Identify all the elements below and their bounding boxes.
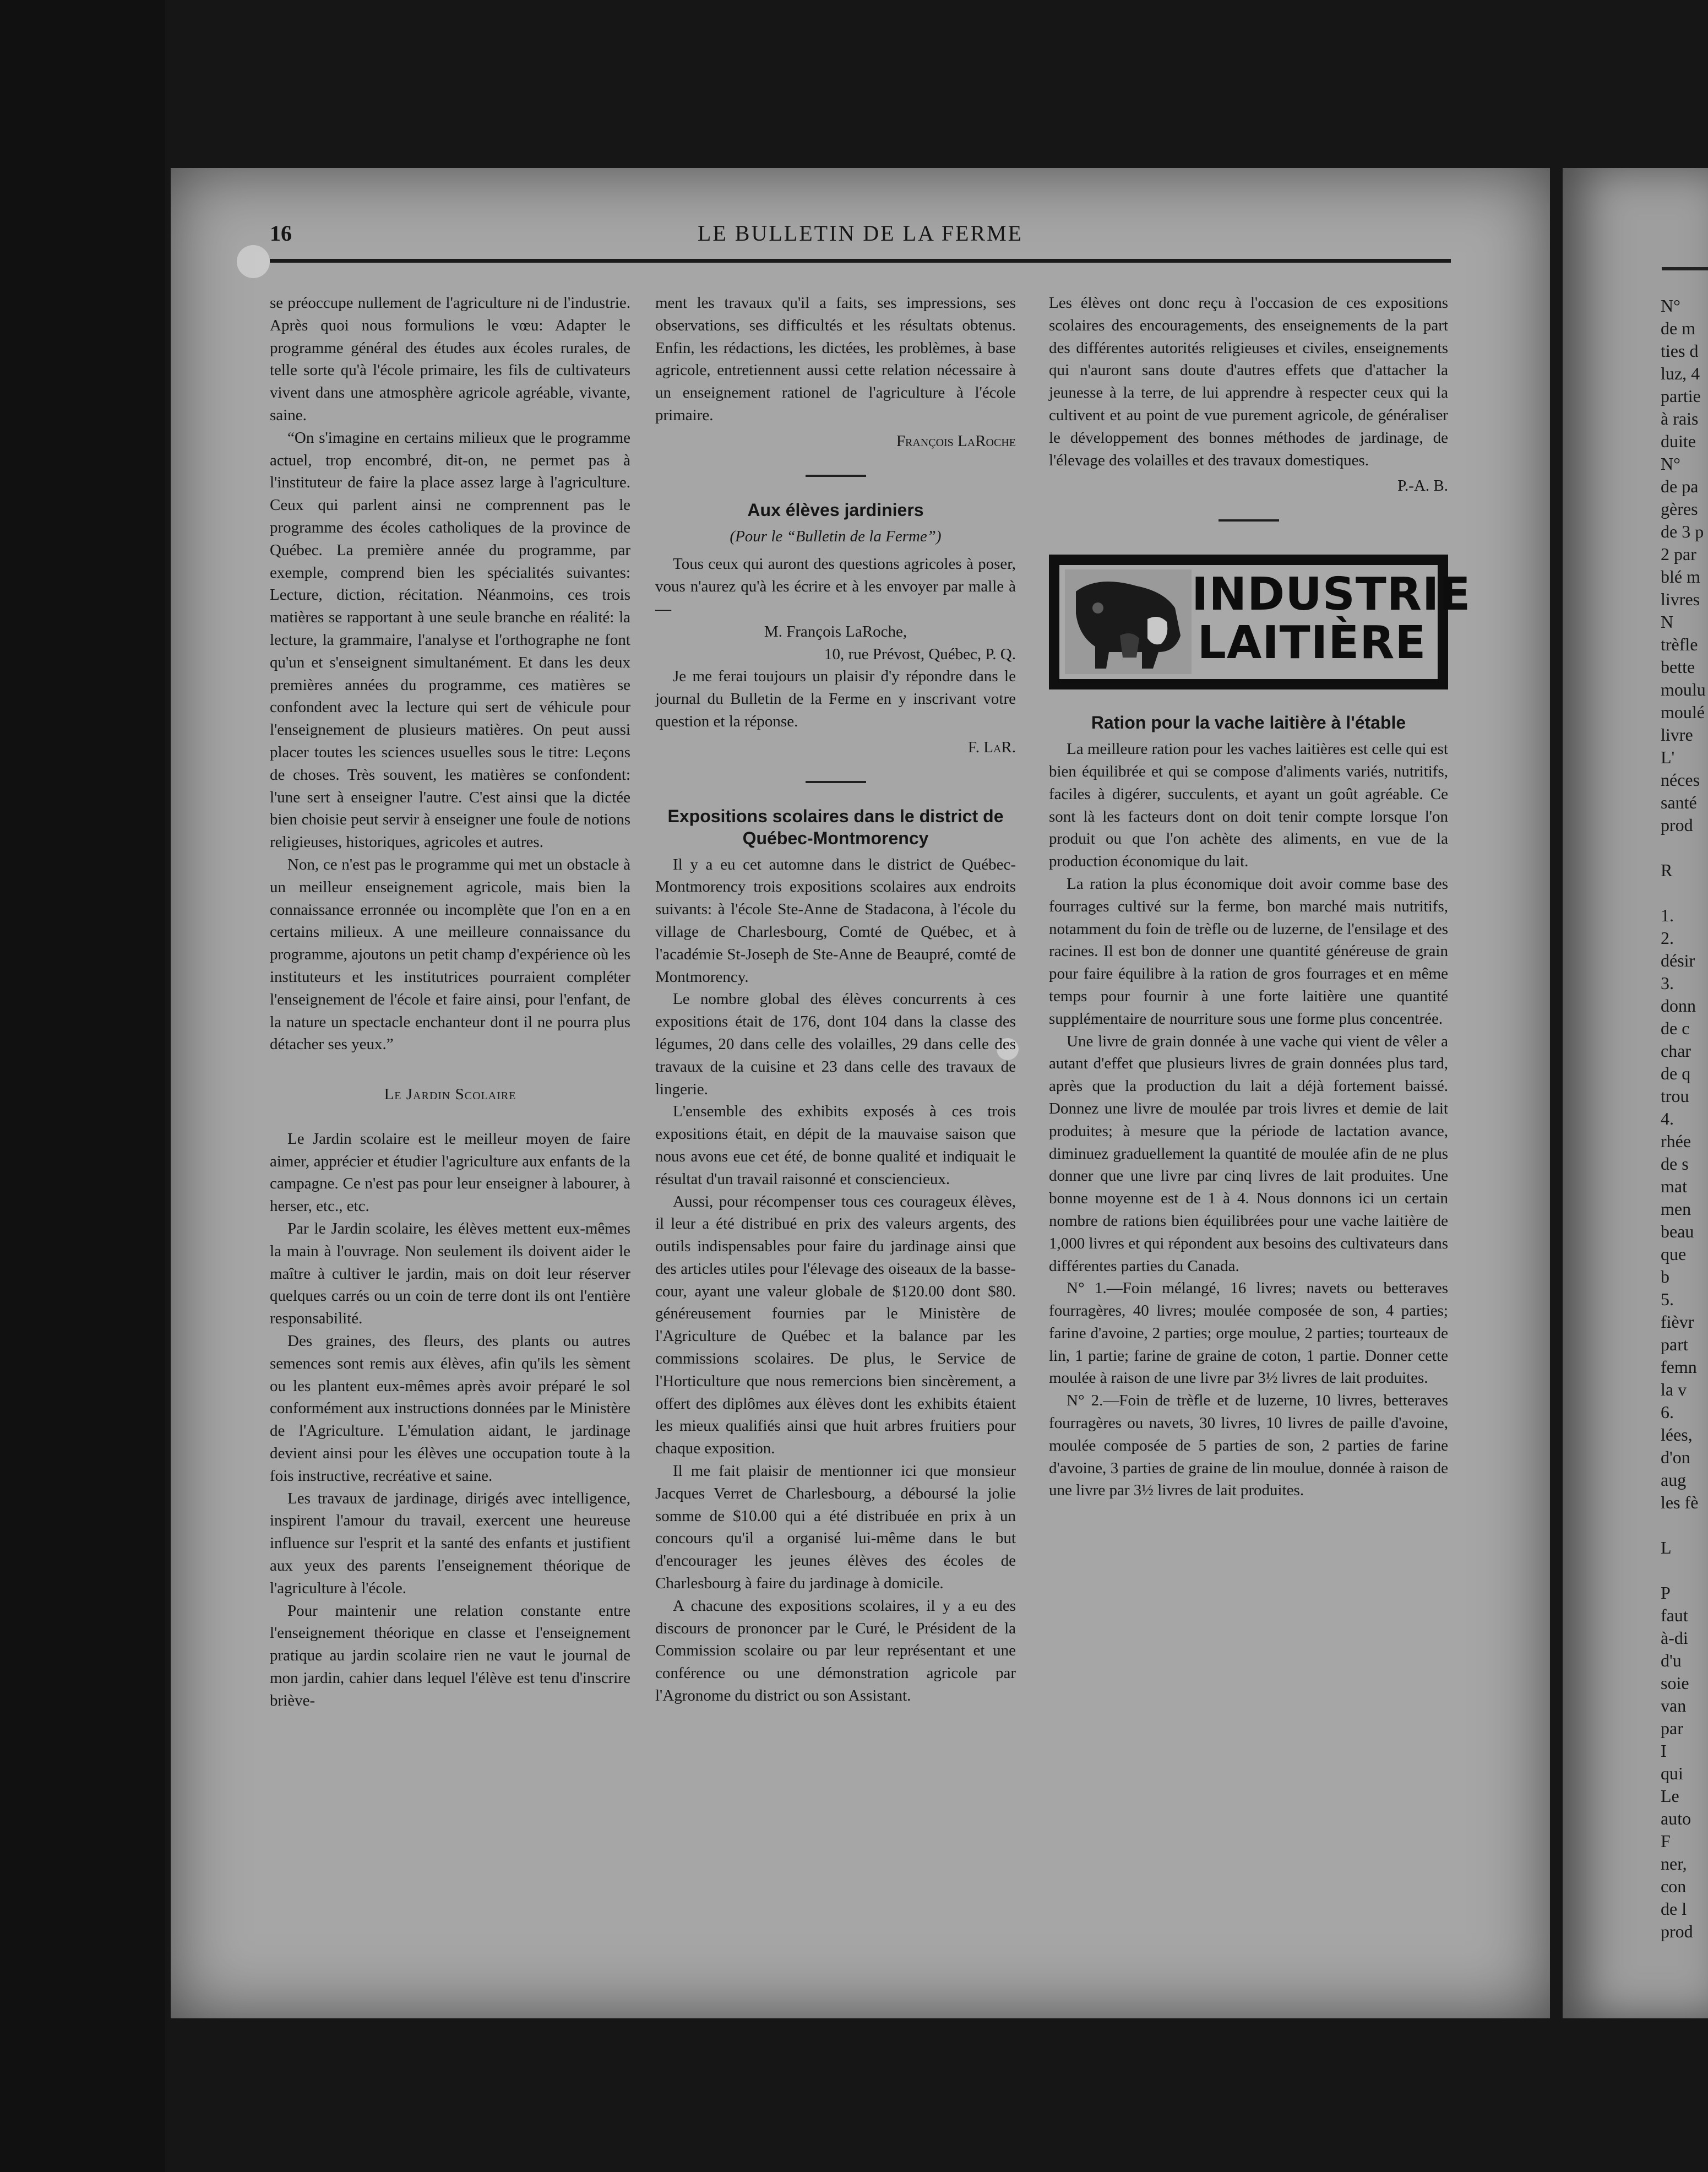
paragraph: “On s'imagine en certains milieux que le programme actuel, trop encombré, dit-on, ne permet pas à l'instituteur de faire la place assez large à l'agriculture. Ceux qui parlent ainsi ne comprennent pas le programme des écoles catholiques de la province de Québec. La première année du programme, par exemple, comprend bien les spécialités suivantes: Lecture, diction, récitation. Néanmoins, ces trois matières se rapportant à une seule branche en réalité: la lecture, la grammaire, l'analyse et l'orthographe ne font qu'un et s'enseignent simultanément. Et dans les deux premières années du programme, ces matières se confondent avec la lecture qui sert de véhicule pour l'enseignement de plusieurs matières. On peut aussi placer toutes les sciences usuelles sous le titre: Leçons de choses. Très souvent, les matières se confondent: l'une sert à enseigner l'autre. C'est ainsi que la dictée bien choisie peut servir à enseigner une foule de notions religieuses, historiques, agricoles et autres. <box>270 428 630 851</box>
column-2 <box>655 292 1016 1707</box>
address-line: 10, rue Prévost, Québec, P. Q. <box>824 645 1016 663</box>
paragraph: Aussi, pour récompenser tous ces courageux élèves, il leur a été distribué en prix des valeurs argents, des outils indispensables pour faire du jardinage ainsi que des articles utiles pour l'élevage des oiseaux de la basse-cour, ayant une valeur globale de $120.00 dont $80. généreusement fournies par le Ministère de l'Agriculture de Québec et la balance par les commissions scolaires. De plus, le Service de l'Horticulture que nous remercions bien sincèrement, a offert des diplômes aux élèves dont les exhibits étaient les mieux qualifiés ainsi que huit arbres fruitiers pour chaque exposition. <box>655 1192 1016 1458</box>
fragment-line: part <box>1661 1334 1688 1354</box>
fragment-line: néces <box>1661 770 1700 790</box>
section-title: Le Jardin Scolaire <box>384 1085 516 1104</box>
fragment-line: 1. <box>1661 905 1674 925</box>
fragment-line: men <box>1661 1199 1691 1219</box>
signature: P.-A. B. <box>1397 477 1448 495</box>
fragment-line: que <box>1661 1244 1687 1264</box>
paragraph: Les travaux de jardinage, dirigés avec intelligence, inspirent l'amour du travail, exercent une heureuse influence sur l'esprit et la santé des enfants et justifient aux yeux des parents l'enseignement théorique de l'agriculture à l'école. <box>270 1489 630 1597</box>
fragment-line: de s <box>1661 1154 1689 1174</box>
fragment-line: luz, 4 <box>1661 363 1700 383</box>
adjacent-page-fragment <box>1563 168 1708 2018</box>
paragraph: La meilleure ration pour les vaches laitières est celle qui est bien équilibrée et qui se compose d'aliments variés, nutritifs, faciles à digérer, succulents, et ayant un goût agréable. Ce sont là les facteurs dont on doit tenir compte lorsque l'on produit ou que l'on achète des aliments, en vue de la production économique du lait. <box>1049 740 1448 871</box>
fragment-line: duite <box>1661 431 1696 451</box>
paragraph: N° 2.—Foin de trèfle et de luzerne, 10 livres, betteraves fourragères ou navets, 30 livres, 10 livres de paille d'avoine, moulée composée de 5 parties de son, 2 parties de farine d'avoine, 3 parties de graine de lin moulue, donnée à raison de une livre par 3½ livres de lait produites. <box>1049 1392 1448 1500</box>
separator-rule <box>806 475 866 477</box>
fragment-line: prod <box>1661 815 1693 835</box>
paragraph: se préoccupe nullement de l'agriculture ni de l'industrie. Après quoi nous formulions le vœu: Adapter le programme général des études aux écoles rurales, de telle sorte qu'à l'école primaire, les fils de cultivateurs vivent dans une atmosphère agricole agréable, vivante, saine. <box>270 294 630 424</box>
fragment-line: R <box>1661 860 1673 880</box>
fragment-line: 3. <box>1661 973 1674 993</box>
fragment-line: 5. <box>1661 1289 1674 1309</box>
separator-rule <box>1219 519 1279 522</box>
fragment-line: de l <box>1661 1899 1687 1919</box>
paragraph: N° 1.—Foin mélangé, 16 livres; navets ou betteraves fourragères, 40 livres; moulée composée de son, 4 parties; farine d'avoine, 2 parties; orge moulue, 2 parties; tourteaux de lin, 1 partie; farine de graine de coton, 1 partie. Donner cette moulée à raison de une livre par 3½ livres de lait produites. <box>1049 1279 1448 1387</box>
fragment-line: prod <box>1661 1921 1693 1941</box>
paragraph: Par le Jardin scolaire, les élèves mettent eux-mêmes la main à l'ouvrage. Non seulement ils doivent aider le maître à cultiver le jardin, mais on doit leur réserver quelques carrés ou un coin de terre dont ils ont l'entière responsabilité. <box>270 1220 630 1328</box>
paragraph: Les élèves ont donc reçu à l'occasion de ces expositions scolaires des encouragements, des enseignements de la part des différentes autorités religieuses et civiles, enseignements qui n'auront sans doute d'autres effets que d'attacher la jeunesse à la terre, de lui apprendre à respecter ceux qui la cultivent et au point de vue purement agricole, de généraliser le développement des bonnes méthodes de jardinage, de l'élevage des volailles et des travaux domestiques. <box>1049 294 1448 469</box>
paragraph: Je me ferai toujours un plaisir d'y répondre dans le journal du Bulletin de la Ferme en y inscrivant votre question et la réponse. <box>655 667 1016 730</box>
fragment-line: soie <box>1661 1673 1689 1693</box>
fragment-line: livres <box>1661 589 1700 609</box>
header-rule <box>270 259 1451 263</box>
fragment-line: L' <box>1661 747 1675 767</box>
page-number: 16 <box>270 221 292 246</box>
paragraph: A chacune des expositions scolaires, il y a eu des discours de prononcer par le Curé, le Président de la Commission scolaire ou par leur représentant et une conférence ou une démonstration agricole par l'Agronome du district ou son Assistant. <box>655 1597 1016 1705</box>
fragment-line: b <box>1661 1267 1669 1286</box>
separator-rule <box>806 781 866 783</box>
fragment-line: de m <box>1661 318 1696 338</box>
fragment-line: moulu <box>1661 680 1706 699</box>
cow-illustration-icon <box>1065 569 1192 674</box>
fragment-line: désir <box>1661 951 1695 970</box>
fragment-line: fièvr <box>1661 1312 1694 1332</box>
article-title: Aux élèves jardiniers <box>747 499 924 520</box>
fragment-line: donn <box>1661 996 1696 1016</box>
fragment-line: trou <box>1661 1086 1689 1106</box>
paper-stain <box>237 245 270 278</box>
paragraph: Une livre de grain donnée à une vache qui vient de vêler a autant d'effet que plusieurs livres de grain données plus tard, après que la production du lait a déjà fortement baissé. Donnez une livre de moulée par trois livres et demie de lait produites; à mesure que la période de lactation avance, diminuez graduellement la quantité de moulée afin de ne plus donner que une livre par cinq livres de lait produites. Une bonne moyenne est de 1 à 4. Nous donnons ici un certain nombre de rations bien équilibrées pour une vache laitière de 1,000 livres et qui répondent aux besoins des cultivateurs dans différentes parties du Canada. <box>1049 1032 1448 1275</box>
newspaper-page <box>171 168 1550 2018</box>
paragraph: Il y a eu cet automne dans le district de Québec-Montmorency trois expositions scolaires aux endroits suivants: à l'école Ste-Anne de Stadacona, à l'école du village de Charlesbourg, Comté de Québec, et à l'académie St-Joseph de Ste-Anne de Beaupré, comté de Montmorency. <box>655 855 1016 986</box>
fragment-line: L <box>1661 1538 1672 1557</box>
article-subtitle: (Pour le “Bulletin de la Ferme”) <box>730 527 942 545</box>
paragraph: La ration la plus économique doit avoir comme base des fourrages cultivé sur la ferme, bon marché mais nutritifs, notamment du foin de trèfle ou de luzerne, de l'ensilage et des racines. Il est bon de donner une quantité généreuse de grain pour faire équilibre à la ration de gros fourrages et en même temps pour fournir à une forte laitière une quantité supplémentaire de nourriture sous une forme plus concentrée. <box>1049 875 1448 1028</box>
column-3 <box>1049 292 1471 1502</box>
paragraph: Le Jardin scolaire est le meilleur moyen de faire aimer, apprécier et étudier l'agriculture aux enfants de la campagne. Ce n'est pas pour leur enseigner à labourer, à herser, etc., etc. <box>270 1130 630 1215</box>
article-title: Ration pour la vache laitière à l'étable <box>1091 713 1406 733</box>
fragment-line: de q <box>1661 1063 1691 1083</box>
header-rule <box>1662 267 1708 270</box>
section-banner <box>1049 555 1471 689</box>
fragment-line: à rais <box>1661 409 1699 428</box>
page-header <box>270 220 1451 253</box>
fragment-line: van <box>1661 1696 1687 1715</box>
paragraph: Le nombre global des élèves concurrents à ces expositions était de 176, dont 104 dans la classe des légumes, 20 dans celle des volailles, 29 dans celle des travaux de la cuisine et 23 dans celle des travaux de lingerie. <box>655 990 1016 1098</box>
banner-title <box>1192 568 1471 670</box>
fragment-line: partie <box>1661 386 1701 406</box>
fragment-line: par <box>1661 1718 1683 1738</box>
fragment-line: qui <box>1661 1763 1683 1783</box>
fragment-line: d'u <box>1661 1650 1682 1670</box>
fragment-line: à-di <box>1661 1628 1688 1648</box>
fragment-line: auto <box>1661 1809 1691 1828</box>
fragment-line: lées, <box>1661 1425 1693 1445</box>
paragraph: Pour maintenir une relation constante entre l'enseignement théorique en classe et l'enseignement pratique au jardin scolaire rien ne vaut le journal de mon jardin, cahier dans lequel l'élève est tenu d'inscrire briève- <box>270 1601 630 1709</box>
signature: F. LaR. <box>967 738 1016 756</box>
banner-line: LAITIÈRE <box>1197 617 1427 670</box>
fragment-line: trèfle <box>1661 634 1698 654</box>
fragment-line: 4. <box>1661 1109 1674 1128</box>
fragment-line: I <box>1661 1741 1667 1761</box>
journal-title: LE BULLETIN DE LA FERME <box>697 221 1024 246</box>
fragment-line: bette <box>1661 657 1695 677</box>
fragment-line: de c <box>1661 1018 1690 1038</box>
fragment-line: d'on <box>1661 1447 1690 1467</box>
banner-line: INDUSTRIE <box>1192 568 1471 621</box>
fragment-line: 6. <box>1661 1402 1674 1422</box>
paragraph: L'ensemble des exhibits exposés à ces trois expositions était, en dépit de la mauvaise saison que nous avons eue cet été, de bonne qualité et indiquait le résultat d'un travail raisonné et consciencieux. <box>655 1103 1016 1188</box>
fragment-line: blé m <box>1661 567 1700 587</box>
fragment-line: livre <box>1661 725 1693 745</box>
fragment-line: Le <box>1661 1786 1679 1806</box>
fragment-line: mat <box>1661 1176 1687 1196</box>
fragment-line: P <box>1661 1583 1671 1603</box>
fragment-line: con <box>1661 1876 1687 1896</box>
fragment-line: 2. <box>1661 928 1674 948</box>
fragment-line: ties d <box>1661 341 1699 361</box>
fragment-line: ner, <box>1661 1854 1687 1874</box>
paragraph: Non, ce n'est pas le programme qui met un obstacle à un meilleur enseignement agricole, mais bien la connaissance erronnée ou incomplète que l'on en a en certains milieux. A une meilleure connaissance du programme, ajoutons un petit champ d'expérience où les instituteurs et les institutrices pourraient compléter l'enseignement de l'école et faire ainsi, pour l'enfant, de la nature un spectacle enchanteur dont il ne pourra plus détacher ses yeux.” <box>270 855 630 1054</box>
paragraph: Des graines, des fleurs, des plants ou autres semences sont remis aux élèves, afin qu'ils les sèment ou les plantent eux-mêmes après avoir préparé le sol conformément aux instructions données par le Ministère de l'Agriculture. L'émulation aidant, le jardinage devient ainsi pour les élèves une occupation toute à la fois instructive, recréative et saine. <box>270 1332 630 1485</box>
fragment-line: femn <box>1661 1357 1697 1377</box>
fragment-line: N° <box>1661 296 1680 316</box>
scan-border <box>0 0 165 2172</box>
article-title: Expositions scolaires dans le district de Québec-Montmorency <box>667 806 1004 848</box>
column-1 <box>270 292 630 1712</box>
fragment-line: 2 par <box>1661 544 1696 564</box>
fragment-line: gères <box>1661 499 1698 519</box>
fragment-line: F <box>1661 1831 1671 1851</box>
fragment-line: de pa <box>1661 476 1699 496</box>
address-line: M. François LaRoche, <box>764 622 907 640</box>
fragment-line: la v <box>1661 1380 1687 1399</box>
paragraph: Tous ceux qui auront des questions agricoles à poser, vous n'aurez qu'à les écrire et à les envoyer par malle à— <box>655 555 1016 618</box>
fragment-line: santé <box>1661 792 1697 812</box>
fragment-line: de 3 p <box>1661 522 1704 541</box>
fragment-line: rhée <box>1661 1131 1691 1151</box>
fragment-line: faut <box>1661 1605 1688 1625</box>
fragment-line: char <box>1661 1041 1691 1061</box>
fragment-line: N <box>1661 612 1674 632</box>
fragment-line: N° <box>1661 454 1680 474</box>
fragment-line: moulé <box>1661 702 1705 722</box>
fragment-line: les fè <box>1661 1492 1699 1512</box>
fragment-line: beau <box>1661 1221 1694 1241</box>
paragraph: ment les travaux qu'il a faits, ses impressions, ses observations, ses difficultés et les résultats obtenus. Enfin, les rédactions, les dictées, les problèmes, à base agricole, entretiennent aussi cette relation nécessaire à un enseignement rationel de l'agriculture à l'école primaire. <box>655 294 1016 424</box>
paragraph: Il me fait plaisir de mentionner ici que monsieur Jacques Verret de Charlesbourg, a déboursé la jolie somme de $10.00 qui a été distribuée en prix à un concours qu'il a organisé lui-même dans le but d'encourager les jeunes élèves des écoles de Charlesbourg à faire du jardinage à domicile. <box>655 1462 1016 1593</box>
fragment-line: aug <box>1661 1470 1687 1490</box>
signature: François LaRoche <box>896 432 1016 450</box>
